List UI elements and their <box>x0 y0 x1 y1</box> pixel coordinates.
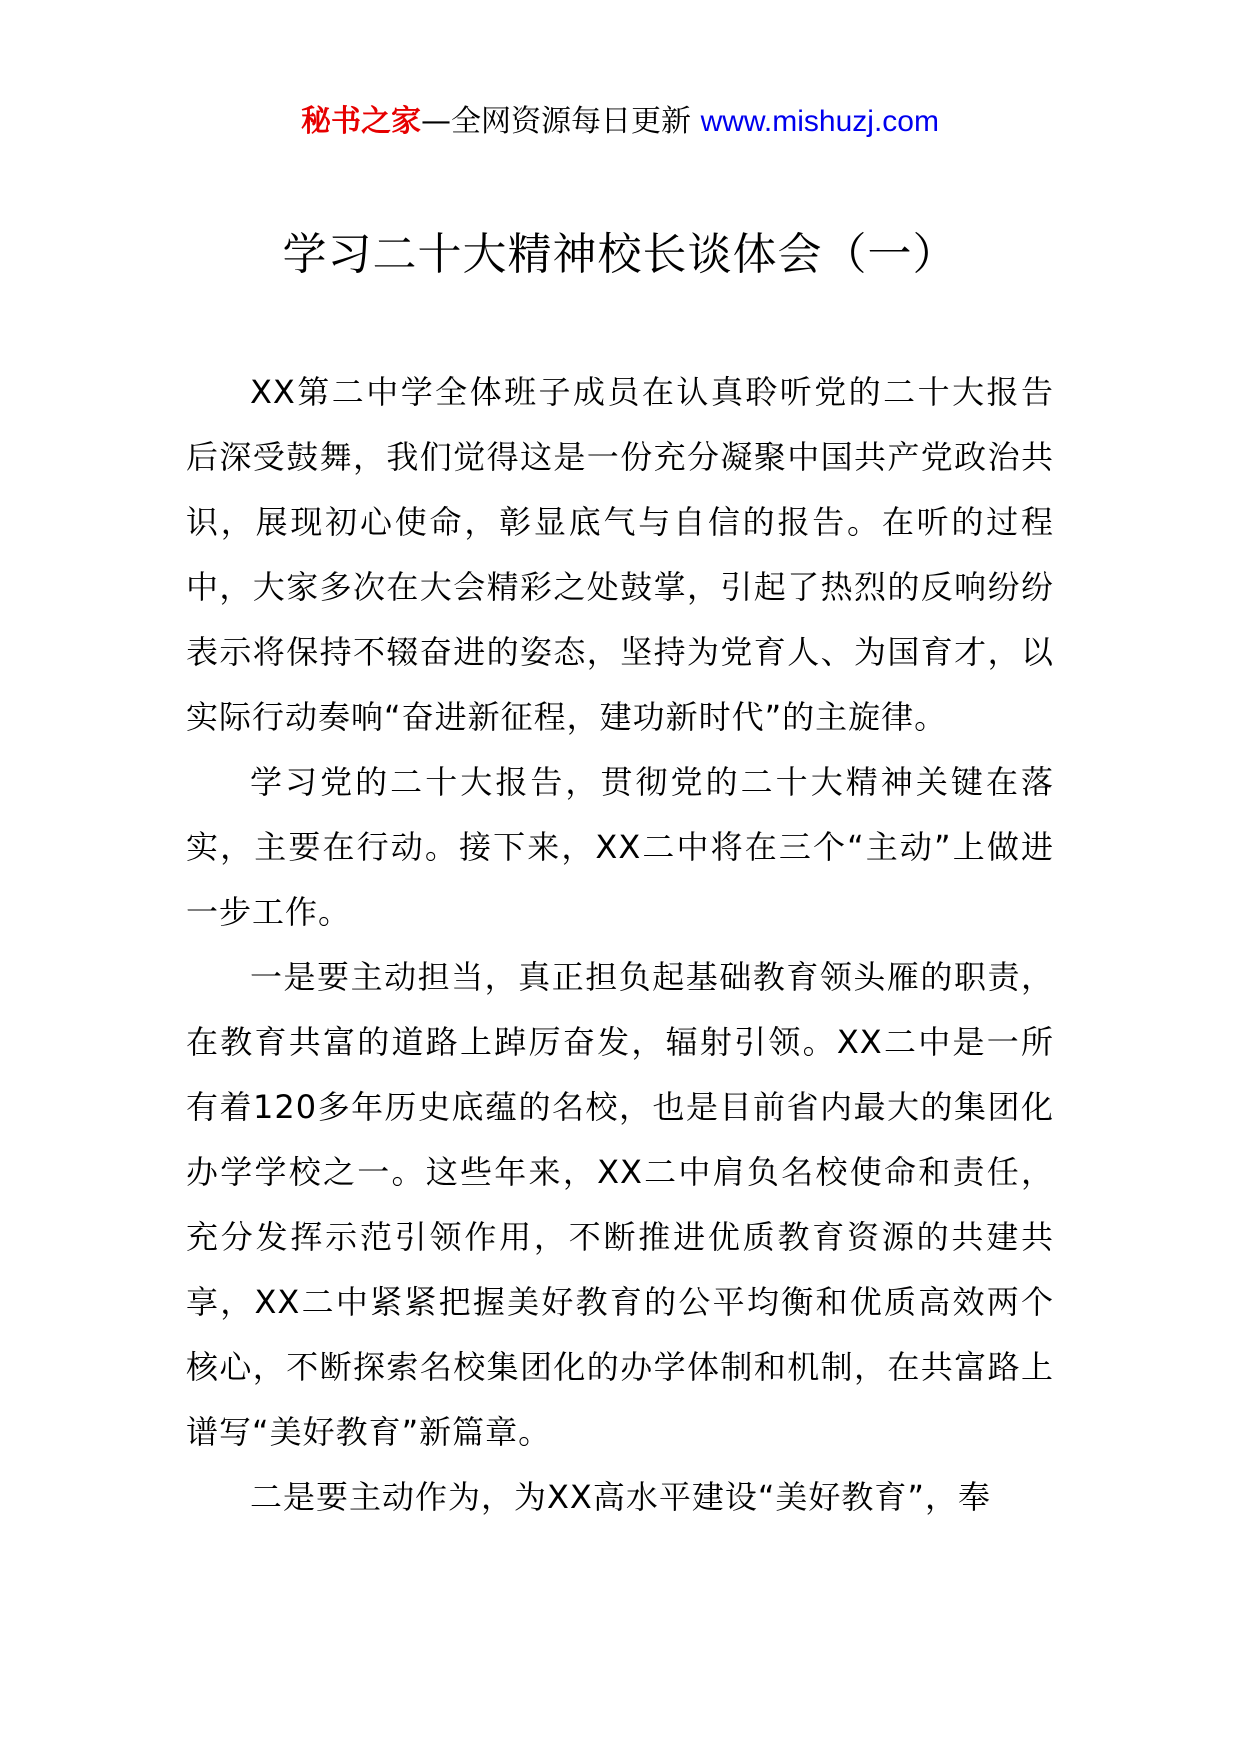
document-body <box>186 360 1054 1530</box>
brand-name: 秘书之家 <box>301 104 422 139</box>
paragraph-4: 二是要主动作为，为XX高水平建设“美好教育”，奉 <box>250 1478 992 1516</box>
document-title: 学习二十大精神校长谈体会（一） <box>282 229 958 280</box>
paragraph-2: 学习党的二十大报告，贯彻党的二十大精神关键在落实，主要在行动。接下来，XX二中将在三个“主动”上做进一步工作。 <box>186 763 1054 931</box>
paragraph-1: XX第二中学全体班子成员在认真聆听党的二十大报告后深受鼓舞，我们觉得这是一份充分凝聚中国共产党政治共识，展现初心使命，彰显底气与自信的报告。在听的过程中，大家多次在大会精彩之处鼓掌，引起了热烈的反响纷纷表示将保持不辍奋进的姿态，坚持为党育人、为国育才，以实际行动奏响“奋进新征程，建功新时代”的主旋律。 <box>186 373 1054 736</box>
banner-tagline: —全网资源每日更新 <box>421 104 692 139</box>
site-banner <box>0 100 1240 144</box>
paragraph-3: 一是要主动担当，真正担负起基础教育领头雁的职责，在教育共富的道路上踔厉奋发，辐射引领。XX二中是一所有着120多年历史底蕴的名校，也是目前省内最大的集团化办学学校之一。这些年来，XX二中肩负名校使命和责任，充分发挥示范引领作用，不断推进优质教育资源的共建共享，XX二中紧紧把握美好教育的公平均衡和优质高效两个核心，不断探索名校集团化的办学体制和机制，在共富路上谱写“美好教育”新篇章。 <box>186 958 1054 1451</box>
site-url-link[interactable]: www.mishuzj.com <box>700 105 939 138</box>
